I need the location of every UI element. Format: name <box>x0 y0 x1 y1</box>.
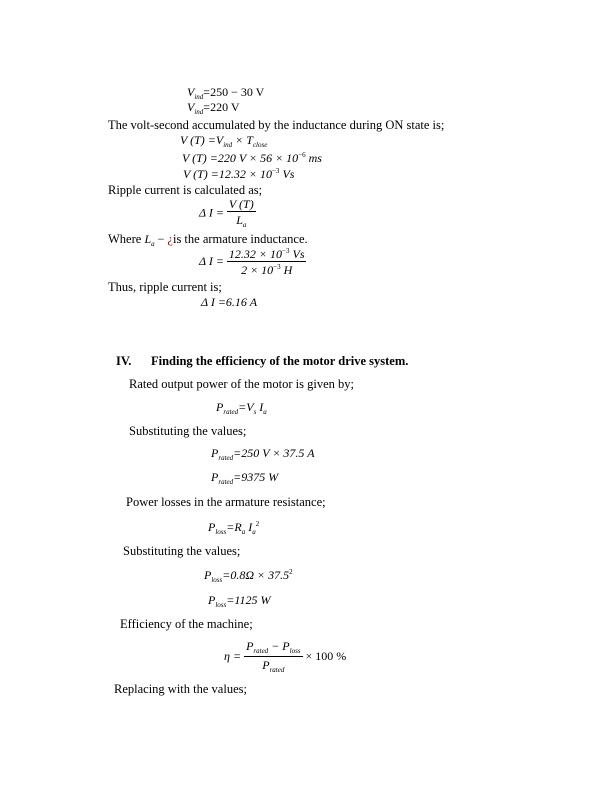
equation-delta-i-1: Δ I = $\frac{V (T)}{L_a}$ <box>199 197 254 229</box>
equation-prated-2: $P_{rated}=250$ V × 37.5 A <box>211 446 315 462</box>
text-volt-second: The volt-second accumulated by the inductance during ON state is; <box>108 118 445 132</box>
section-title: Finding the efficiency of the motor drive system. <box>151 354 409 368</box>
equation-prated-1: $P_{rated}=V_s$ $I_a$ <box>216 400 267 416</box>
text-replacing: Replacing with the values; <box>114 682 247 696</box>
equation-delta-i-2: Δ I = $\frac{12.32 \times 10^{-3} Vs}{2 \times 10^{-3} H}$ <box>199 247 305 277</box>
equation-delta-i-3: Δ I =6.16 A <box>201 295 258 309</box>
text-where: Where $L_a$ − ¿is the armature inductance. <box>108 232 308 248</box>
equation-vind-2: $V_{ind}=220$ V <box>187 100 240 116</box>
equation-vt-1: V $(T) =V_{ind} \times T_{close}$ <box>180 133 268 149</box>
text-substituting-1: Substituting the values; <box>129 424 247 438</box>
text-thus-ripple: Thus, ripple current is; <box>108 280 222 294</box>
equation-vind-1: $V_{ind}=250 - 30$ V <box>187 85 265 101</box>
equation-ploss-2: $P_{loss}=0.8\Omega \times 37.5^2$ <box>204 568 293 584</box>
text-rated-output: Rated output power of the motor is given by; <box>129 377 354 391</box>
equation-vt-3: V $(T) =12.32 \times 10^{-3}$ Vs <box>183 167 295 181</box>
equation-vt-2: V (T) =220 $V \times 56 \times 10^{-6}$ ms <box>182 151 322 165</box>
equation-ploss-1: $P_{loss}=R_a$ $I_a^2$ <box>208 520 260 536</box>
equation-prated-3: $P_{rated}=9375$ W <box>211 470 279 486</box>
equation-ploss-3: $P_{loss}=1125$ W <box>208 593 271 609</box>
equation-efficiency: η = $\frac{P_{rated} - P_{loss}}{P_{rated}}$ × 100 % <box>224 639 347 674</box>
section-number: IV. <box>116 354 132 368</box>
text-efficiency: Efficiency of the machine; <box>120 617 253 631</box>
text-ripple-calc: Ripple current is calculated as; <box>108 183 263 197</box>
text-power-losses: Power losses in the armature resistance; <box>126 495 326 509</box>
text-substituting-2: Substituting the values; <box>123 544 241 558</box>
